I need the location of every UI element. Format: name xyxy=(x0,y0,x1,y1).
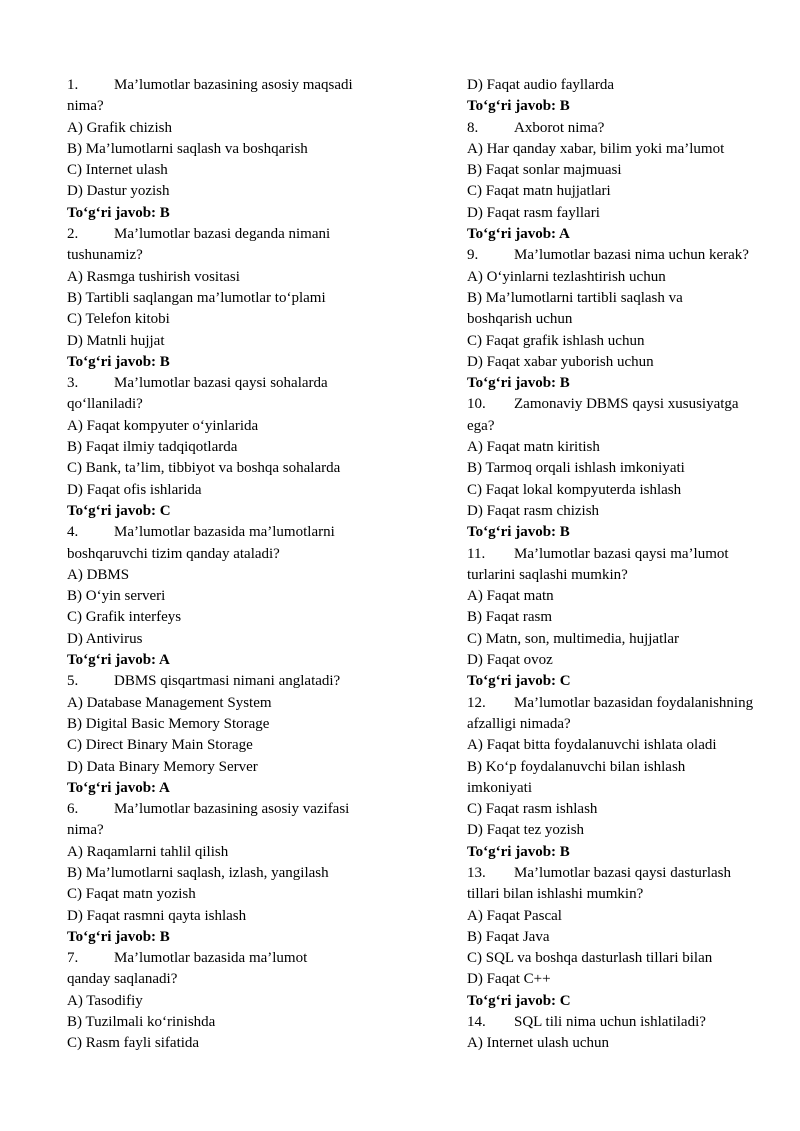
question-text: Ma’lumotlar bazasidan foydalanishning xyxy=(514,694,754,711)
question-block xyxy=(467,693,787,863)
answer-option: C) Telefon kitobi xyxy=(67,311,170,328)
question-continuation: turlarini saqlashi mumkin? xyxy=(467,566,628,583)
question-text: Ma’lumotlar bazasi qaysi dasturlash xyxy=(514,864,732,881)
question-block xyxy=(467,245,787,394)
answer-option: D) Faqat rasmni qayta ishlash xyxy=(67,907,247,924)
question-number: 4. xyxy=(67,524,79,541)
question-line xyxy=(67,373,407,394)
question-line xyxy=(67,224,407,245)
answer-option: A) Faqat bitta foydalanuvchi ishlata oladi xyxy=(467,737,717,754)
answer-option: A) Faqat kompyuter o‘yinlarida xyxy=(67,417,259,434)
answer-option: D) Faqat ovoz xyxy=(467,652,553,669)
answer-option: A) DBMS xyxy=(67,566,130,583)
answer-option: A) Faqat Pascal xyxy=(467,907,562,924)
question-number: 12. xyxy=(467,694,486,711)
answer-option: A) Rasmga tushirish vositasi xyxy=(67,268,240,285)
correct-answer: To‘g‘ri javob: B xyxy=(467,524,570,541)
answer-option: D) Matnli hujjat xyxy=(67,332,165,349)
answer-option: B) Digital Basic Memory Storage xyxy=(67,715,270,732)
question-line xyxy=(67,522,407,543)
answer-option: D) Faqat rasm fayllari xyxy=(467,204,600,221)
answer-option: A) Faqat matn kiritish xyxy=(467,439,600,456)
correct-answer: To‘g‘ri javob: B xyxy=(67,928,170,945)
question-text: Ma’lumotlar bazasida ma’lumotlarni xyxy=(114,524,335,541)
question-continuation: tillari bilan ishlashi mumkin? xyxy=(467,886,644,903)
question-text: Axborot nima? xyxy=(514,119,605,136)
answer-option: D) Faqat rasm chizish xyxy=(467,502,600,519)
answer-option: D) Faqat C++ xyxy=(467,971,551,988)
answer-option: B) Faqat sonlar majmuasi xyxy=(467,162,622,179)
question-block xyxy=(467,1012,787,1055)
continued-option: D) Faqat audio fayllarda xyxy=(467,77,615,93)
answer-option: C) Direct Binary Main Storage xyxy=(67,737,253,754)
question-block xyxy=(67,522,407,671)
answer-option: boshqarish uchun xyxy=(467,311,573,328)
answer-option: A) Faqat matn xyxy=(467,588,554,605)
question-line xyxy=(67,671,407,692)
question-continuation: nima? xyxy=(67,98,104,115)
answer-option: B) Tarmoq orqali ishlash imkoniyati xyxy=(467,460,685,477)
answer-option: A) Har qanday xabar, bilim yoki ma’lumot xyxy=(467,140,725,157)
answer-option: B) O‘yin serveri xyxy=(67,588,166,605)
answer-option: B) Ma’lumotlarni saqlash va boshqarish xyxy=(67,140,308,157)
answer-option: A) Internet ulash uchun xyxy=(467,1035,610,1052)
question-text: Ma’lumotlar bazasining asosiy vazifasi xyxy=(114,801,350,818)
question-number: 9. xyxy=(467,247,479,264)
answer-option: B) Tuzilmali ko‘rinishda xyxy=(67,1014,216,1031)
question-block xyxy=(67,948,407,1054)
question-text: Ma’lumotlar bazasida ma’lumot xyxy=(114,950,308,967)
answer-option: B) Ko‘p foydalanuvchi bilan ishlash xyxy=(467,758,686,775)
answer-option: C) Faqat rasm ishlash xyxy=(467,801,598,818)
answer-option: C) Faqat lokal kompyuterda ishlash xyxy=(467,481,682,498)
answer-option: C) Internet ulash xyxy=(67,162,168,179)
correct-answer: To‘g‘ri javob: A xyxy=(67,652,170,669)
answer-option: C) SQL va boshqa dasturlash tillari bilan xyxy=(467,950,713,967)
correct-answer: To‘g‘ri javob: B xyxy=(467,843,570,860)
question-block xyxy=(67,373,407,522)
question-number: 5. xyxy=(67,673,79,690)
question-text: Ma’lumotlar bazasining asosiy maqsadi xyxy=(114,77,353,93)
answer-option: D) Faqat ofis ishlarida xyxy=(67,481,202,498)
answer-option: C) Bank, ta’lim, tibbiyot va boshqa sohalarda xyxy=(67,460,341,477)
question-continuation: boshqaruvchi tizim qanday ataladi? xyxy=(67,545,280,562)
answer-option: A) Raqamlarni tahlil qilish xyxy=(67,843,229,860)
correct-answer: To‘g‘ri javob: B xyxy=(67,204,170,221)
answer-option: B) Tartibli saqlangan ma’lumotlar to‘plami xyxy=(67,289,326,306)
answer-option: C) Faqat matn yozish xyxy=(67,886,196,903)
question-number: 10. xyxy=(467,396,486,413)
question-text: Ma’lumotlar bazasi qaysi sohalarda xyxy=(114,375,328,392)
question-text: Ma’lumotlar bazasi qaysi ma’lumot xyxy=(514,545,729,562)
question-block xyxy=(467,544,787,693)
question-number: 3. xyxy=(67,375,79,392)
answer-option: B) Faqat ilmiy tadqiqotlarda xyxy=(67,439,238,456)
answer-option: A) Database Management System xyxy=(67,694,272,711)
question-number: 6. xyxy=(67,801,79,818)
answer-option: B) Ma’lumotlarni saqlash, izlash, yangilash xyxy=(67,864,329,881)
answer-option: C) Rasm fayli sifatida xyxy=(67,1035,200,1052)
question-text: Ma’lumotlar bazasi deganda nimani xyxy=(114,226,331,243)
question-number: 2. xyxy=(67,226,79,243)
correct-answer: To‘g‘ri javob: C xyxy=(67,502,171,519)
question-continuation: qanday saqlanadi? xyxy=(67,971,178,988)
question-line xyxy=(467,245,787,266)
question-line xyxy=(467,394,787,415)
correct-answer: To‘g‘ri javob: A xyxy=(467,226,570,243)
answer-option: D) Data Binary Memory Server xyxy=(67,758,258,775)
question-text: Zamonaviy DBMS qaysi xususiyatga xyxy=(514,396,739,413)
correct-answer: To‘g‘ri javob: C xyxy=(467,673,571,690)
right-column xyxy=(467,75,787,1055)
correct-answer: To‘g‘ri javob: C xyxy=(467,992,571,1009)
answer-option: A) Grafik chizish xyxy=(67,119,172,136)
answer-option: C) Faqat grafik ishlash uchun xyxy=(467,332,645,349)
question-block xyxy=(467,118,787,246)
continued-answer: To‘g‘ri javob: B xyxy=(467,98,570,115)
question-block xyxy=(67,671,407,799)
answer-option: imkoniyati xyxy=(467,779,532,796)
correct-answer: To‘g‘ri javob: A xyxy=(67,779,170,796)
answer-option: C) Faqat matn hujjatlari xyxy=(467,183,611,200)
question-line xyxy=(67,799,407,820)
question-continuation: ega? xyxy=(467,417,495,434)
answer-option: A) Tasodifiy xyxy=(67,992,143,1009)
correct-answer: To‘g‘ri javob: B xyxy=(67,353,170,370)
question-continuation: tushunamiz? xyxy=(67,247,143,264)
question-block xyxy=(467,863,787,1012)
left-column xyxy=(67,75,407,1055)
question-number: 14. xyxy=(467,1014,486,1031)
question-continuation: nima? xyxy=(67,822,104,839)
question-continuation: qo‘llaniladi? xyxy=(67,396,143,413)
answer-option: B) Faqat rasm xyxy=(467,609,552,626)
question-text: Ma’lumotlar bazasi nima uchun kerak? xyxy=(514,247,749,264)
question-number: 7. xyxy=(67,950,79,967)
question-number: 1. xyxy=(67,77,79,93)
question-line xyxy=(467,863,787,884)
correct-answer: To‘g‘ri javob: B xyxy=(467,375,570,392)
question-line xyxy=(67,75,407,96)
question-number: 11. xyxy=(467,545,486,562)
question-block xyxy=(67,799,407,948)
answer-option: B) Faqat Java xyxy=(467,928,550,945)
answer-option: C) Grafik interfeys xyxy=(67,609,182,626)
question-number: 13. xyxy=(467,864,486,881)
answer-option: D) Faqat tez yozish xyxy=(467,822,585,839)
answer-option: D) Faqat xabar yuborish uchun xyxy=(467,353,654,370)
question-line xyxy=(467,118,787,139)
answer-option: D) Dastur yozish xyxy=(67,183,170,200)
question-continuation: afzalligi nimada? xyxy=(467,715,571,732)
question-number: 8. xyxy=(467,119,479,136)
question-line xyxy=(67,948,407,969)
answer-option: B) Ma’lumotlarni tartibli saqlash va xyxy=(467,289,683,306)
question-text: DBMS qisqartmasi nimani anglatadi? xyxy=(114,673,341,690)
question-block xyxy=(67,224,407,373)
question-line xyxy=(467,544,787,565)
question-block xyxy=(467,394,787,543)
question-line xyxy=(467,1012,787,1033)
question-line xyxy=(467,693,787,714)
answer-option: C) Matn, son, multimedia, hujjatlar xyxy=(467,630,680,647)
question-text: SQL tili nima uchun ishlatiladi? xyxy=(514,1014,706,1031)
answer-option: A) O‘yinlarni tezlashtirish uchun xyxy=(467,268,666,285)
question-block xyxy=(67,75,407,224)
answer-option: D) Antivirus xyxy=(67,630,143,647)
